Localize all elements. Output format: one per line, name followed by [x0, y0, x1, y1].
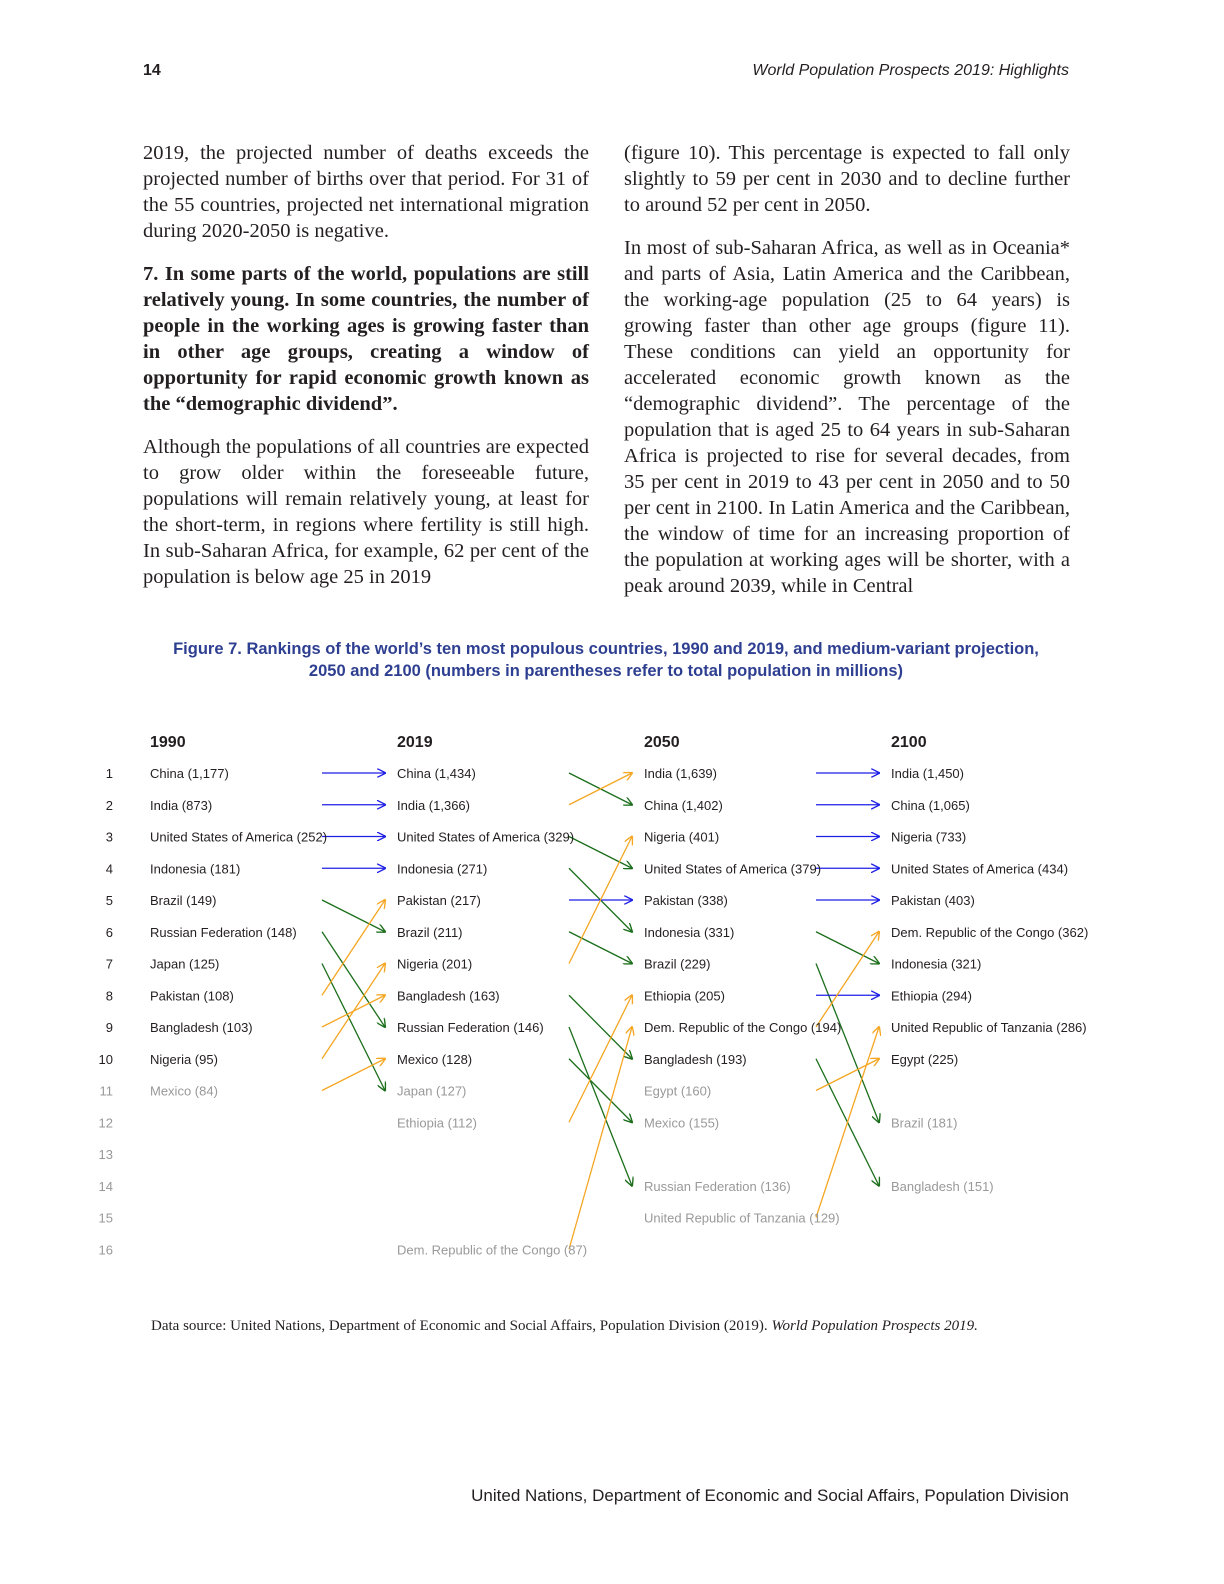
- country-label: Ethiopia (294): [891, 988, 972, 1004]
- country-label: Pakistan (108): [150, 988, 234, 1004]
- data-source: [151, 1318, 978, 1335]
- figure-title-line-2: 2050 and 2100 (numbers in parentheses refer to total population in millions): [308, 662, 904, 680]
- column-header: 2050: [644, 734, 680, 751]
- country-label: Dem. Republic of the Congo (194): [644, 1020, 842, 1035]
- rank-number: 10: [98, 1051, 113, 1067]
- country-label: Ethiopia (112): [397, 1115, 477, 1131]
- country-label: India (1,450): [891, 766, 964, 781]
- country-label: United Republic of Tanzania (129): [644, 1210, 840, 1226]
- rank-change-arrow: [322, 900, 385, 932]
- rank-change-arrow: [569, 1027, 632, 1249]
- rank-number: 13: [98, 1147, 113, 1162]
- country-label: Ethiopia (205): [644, 988, 725, 1004]
- rank-change-arrow: [816, 932, 879, 964]
- rank-number: 5: [105, 893, 113, 908]
- rank-change-arrow: [569, 1027, 632, 1186]
- country-label: Dem. Republic of the Congo (87): [397, 1242, 588, 1258]
- country-label: Japan (127): [397, 1083, 467, 1099]
- country-label: United States of America (434): [891, 861, 1069, 877]
- country-label: Indonesia (271): [397, 861, 488, 877]
- country-label: Bangladesh (151): [891, 1178, 994, 1194]
- rank-number: 14: [98, 1178, 113, 1194]
- country-label: Pakistan (338): [644, 893, 728, 908]
- column-header: 2019: [397, 734, 433, 751]
- rank-number: 2: [105, 797, 113, 813]
- rank-change-arrow: [322, 964, 385, 1059]
- rank-change-arrow: [569, 837, 632, 869]
- country-label: Dem. Republic of the Congo (362): [891, 924, 1089, 940]
- country-label: Nigeria (201): [397, 956, 473, 972]
- rank-number: 15: [98, 1210, 113, 1226]
- country-label: Russian Federation (136): [644, 1178, 791, 1194]
- country-label: Brazil (149): [150, 893, 217, 908]
- rank-change-arrow: [816, 1059, 879, 1091]
- country-label: Russian Federation (148): [150, 924, 297, 940]
- rank-change-arrow: [322, 964, 385, 1091]
- country-label: Nigeria (95): [150, 1051, 218, 1067]
- country-label: India (1,366): [397, 797, 470, 813]
- country-label: United States of America (379): [644, 861, 822, 877]
- left-paragraph-1: 2019, the projected number of deaths exceeds the projected number of births over that period. For 31 of the 55 countries, projected net international migration during 2020-2050 is negative.: [143, 142, 589, 242]
- country-label: Indonesia (181): [150, 861, 241, 877]
- country-label: Mexico (128): [397, 1051, 473, 1067]
- country-label: Pakistan (217): [397, 893, 481, 908]
- rank-number: 12: [98, 1115, 113, 1131]
- country-label: India (1,639): [644, 766, 717, 781]
- rank-number: 7: [105, 956, 113, 972]
- rank-change-arrow: [322, 900, 385, 995]
- rank-change-arrow: [569, 932, 632, 964]
- rank-change-arrow: [816, 964, 879, 1123]
- page-number: 14: [143, 62, 161, 79]
- rank-number: 8: [105, 988, 113, 1004]
- rank-change-arrow: [816, 932, 879, 1027]
- country-label: Bangladesh (103): [150, 1020, 253, 1035]
- country-label: Russian Federation (146): [397, 1020, 544, 1035]
- country-label: Egypt (225): [891, 1051, 959, 1067]
- ranking-chart: [0, 720, 1224, 1280]
- right-paragraph-2: In most of sub-Saharan Africa, as well as in Oceania* and parts of Asia, Latin America and the Caribbean, the working-age population (25 to 64 years) is growing faster than other age groups (figure 11). These conditions can yield an opportunity for accelerated economic growth known as the “demographic dividend”. The percentage of the population that is aged 25 to 64 years in sub-Saharan Africa is projected to rise for several decades, from 35 per cent in 2019 to 43 per cent in 2050 and to 50 per cent in 2100. In Latin America and the Caribbean, the window of time for an increasing proportion of the population at working ages will be shorter, with a peak around 2039, while in Central: [624, 237, 1070, 597]
- country-label: Bangladesh (163): [397, 988, 500, 1004]
- running-header: World Population Prospects 2019: Highlights: [752, 62, 1069, 79]
- country-label: Mexico (155): [644, 1115, 720, 1131]
- section-heading-7: 7. In some parts of the world, populations are still relatively young. In some countries, the number of people in the working ages is growing faster than in other age groups, creating a window of opportunity for rapid economic growth known as the “demographic dividend”.: [143, 263, 589, 415]
- rank-number: 16: [98, 1242, 113, 1258]
- country-label: Bangladesh (193): [644, 1051, 747, 1067]
- country-label: China (1,434): [397, 766, 476, 781]
- country-label: United States of America (329): [397, 829, 575, 845]
- country-label: Brazil (211): [397, 924, 463, 940]
- country-label: China (1,065): [891, 797, 970, 813]
- country-label: Brazil (181): [891, 1115, 958, 1131]
- column-header: 1990: [150, 734, 186, 751]
- country-label: India (873): [150, 797, 213, 813]
- country-label: Pakistan (403): [891, 893, 975, 908]
- left-column: [143, 140, 589, 607]
- rank-number: 1: [105, 766, 113, 781]
- country-label: United Republic of Tanzania (286): [891, 1020, 1087, 1035]
- right-paragraph-1: (figure 10). This percentage is expected to fall only slightly to 59 per cent in 2030 and to decline further to around 52 per cent in 2050.: [624, 142, 1070, 216]
- left-paragraph-2: Although the populations of all countries are expected to grow older within the foreseeable future, populations will remain relatively young, at least for the short-term, in regions where fertility is still high. In sub-Saharan Africa, for example, 62 per cent of the population is below age 25 in 2019: [143, 436, 589, 588]
- country-label: Mexico (84): [150, 1083, 218, 1099]
- column-header: 2100: [891, 734, 927, 751]
- country-label: Japan (125): [150, 956, 220, 972]
- country-label: Brazil (229): [644, 956, 711, 972]
- rank-change-arrow: [569, 1059, 632, 1123]
- data-source-text: Data source: United Nations, Department of Economic and Social Affairs, Population Division (2019).: [151, 1318, 772, 1334]
- footer: United Nations, Department of Economic and Social Affairs, Population Division: [471, 1486, 1069, 1505]
- country-label: Indonesia (321): [891, 956, 982, 972]
- country-label: Egypt (160): [644, 1083, 712, 1099]
- country-label: China (1,177): [150, 766, 229, 781]
- country-label: China (1,402): [644, 797, 723, 813]
- figure-title: [143, 638, 1069, 682]
- right-column: [624, 140, 1070, 616]
- rank-change-arrow: [816, 1027, 879, 1218]
- rank-change-arrow: [322, 1059, 385, 1091]
- rank-change-arrow: [322, 932, 385, 1027]
- rank-number: 9: [105, 1020, 113, 1035]
- country-label: Nigeria (401): [644, 829, 720, 845]
- rank-number: 6: [105, 924, 113, 940]
- country-label: Indonesia (331): [644, 924, 735, 940]
- rank-number: 11: [99, 1083, 113, 1099]
- country-label: Nigeria (733): [891, 829, 967, 845]
- rank-number: 3: [105, 829, 113, 845]
- figure-title-line-1: Figure 7. Rankings of the world’s ten most populous countries, 1990 and 2019, and medium-variant projection,: [173, 640, 1039, 658]
- data-source-publication: World Population Prospects 2019.: [771, 1318, 978, 1334]
- country-label: United States of America (252): [150, 829, 328, 845]
- rank-number: 4: [105, 861, 113, 877]
